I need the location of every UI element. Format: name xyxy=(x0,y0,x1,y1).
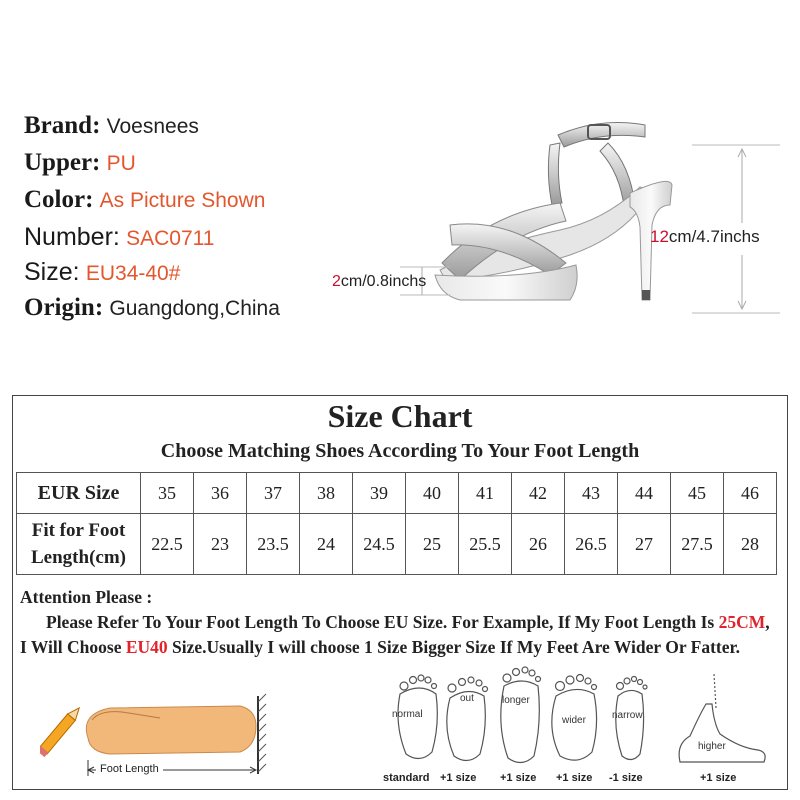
attention-body xyxy=(20,610,780,660)
foot-length-cell: 24 xyxy=(300,514,353,575)
upper-key: Upper: xyxy=(24,149,101,176)
attention-text-3: Size.Usually I will choose 1 Size Bigger Size If My Feet Are Wider Or Fatter. xyxy=(167,637,741,657)
foot-type-normal: normal xyxy=(392,709,423,720)
spec-size xyxy=(24,258,180,287)
advice-wider: +1 size xyxy=(556,772,593,784)
size-table xyxy=(16,472,777,575)
upper-value: PU xyxy=(106,152,136,175)
number-value: SAC0711 xyxy=(126,227,215,250)
size-chart-subtitle: Choose Matching Shoes According To Your Foot Length xyxy=(160,440,640,462)
spec-upper xyxy=(24,149,136,177)
eur-size-cell: 43 xyxy=(565,473,618,514)
heel-height-number: 12 xyxy=(650,227,669,246)
attention-note xyxy=(20,585,780,660)
color-value: As Picture Shown xyxy=(99,189,266,212)
origin-key: Origin: xyxy=(24,294,104,321)
foot-length-row xyxy=(17,514,777,575)
eur-size-cell: 39 xyxy=(353,473,406,514)
brand-value: Voesnees xyxy=(106,115,199,138)
eur-size-cell: 44 xyxy=(618,473,671,514)
size-chart-title: Size Chart xyxy=(327,398,473,434)
origin-value: Guangdong,China xyxy=(109,297,280,320)
foot-length-cell: 23 xyxy=(194,514,247,575)
foot-length-cell: 25 xyxy=(406,514,459,575)
advice-normal: standard xyxy=(383,772,430,784)
eur-size-cell: 46 xyxy=(724,473,777,514)
foot-length-cell: 28 xyxy=(724,514,777,575)
foot-length-cell: 24.5 xyxy=(353,514,406,575)
eur-size-cell: 35 xyxy=(141,473,194,514)
foot-length-label: Foot Length xyxy=(96,763,163,775)
sandal-image xyxy=(380,95,800,335)
foot-type-wider: wider xyxy=(562,715,586,726)
platform-number: 2 xyxy=(332,273,341,290)
foot-length-cell: 27 xyxy=(618,514,671,575)
platform-height-label xyxy=(332,273,426,291)
foot-type-higher: higher xyxy=(698,741,726,752)
foot-length-header: Fit for Foot Length(cm) xyxy=(17,514,141,575)
eur-size-cell: 45 xyxy=(671,473,724,514)
eur-size-cell: 42 xyxy=(512,473,565,514)
advice-narrow: -1 size xyxy=(609,772,643,784)
size-key: Size: xyxy=(24,258,80,286)
size-value: EU34-40# xyxy=(85,262,181,285)
color-key: Color: xyxy=(24,186,94,213)
platform-unit: cm/0.8inchs xyxy=(340,273,427,290)
attention-text-1: Please Refer To Your Foot Length To Choose EU Size. For Example, If My Foot Length Is xyxy=(46,612,719,632)
heel-height-unit: cm/4.7inchs xyxy=(668,227,760,246)
spec-origin xyxy=(24,294,280,322)
foot-length-cell: 22.5 xyxy=(141,514,194,575)
foot-length-cell: 25.5 xyxy=(459,514,512,575)
foot-type-longer: longer xyxy=(502,695,530,706)
eur-size-cell: 37 xyxy=(247,473,300,514)
foot-length-cell: 27.5 xyxy=(671,514,724,575)
number-key: Number: xyxy=(24,223,120,251)
eur-size-header: EUR Size xyxy=(17,473,141,514)
foot-length-cell: 26 xyxy=(512,514,565,575)
eur-size-cell: 41 xyxy=(459,473,512,514)
eur-size-cell: 40 xyxy=(406,473,459,514)
advice-higher: +1 size xyxy=(700,772,737,784)
attention-heading: Attention Please : xyxy=(20,587,153,607)
eur-size-row xyxy=(17,473,777,514)
advice-longer: +1 size xyxy=(500,772,537,784)
spec-color xyxy=(24,186,265,214)
attention-text-2: , I Will Choose xyxy=(20,612,770,657)
foot-length-cell: 26.5 xyxy=(565,514,618,575)
spec-brand xyxy=(24,112,199,140)
foot-type-out: out xyxy=(460,693,474,704)
foot-length-example: 25CM xyxy=(718,612,766,632)
advice-out: +1 size xyxy=(440,772,477,784)
eur-size-cell: 36 xyxy=(194,473,247,514)
eur-size-cell: 38 xyxy=(300,473,353,514)
eu-size-example: EU40 xyxy=(125,637,168,657)
heel-height-label xyxy=(650,227,760,247)
spec-number xyxy=(24,223,214,252)
foot-length-cell: 23.5 xyxy=(247,514,300,575)
brand-key: Brand: xyxy=(24,112,101,139)
foot-type-narrow: narrow xyxy=(612,710,643,721)
